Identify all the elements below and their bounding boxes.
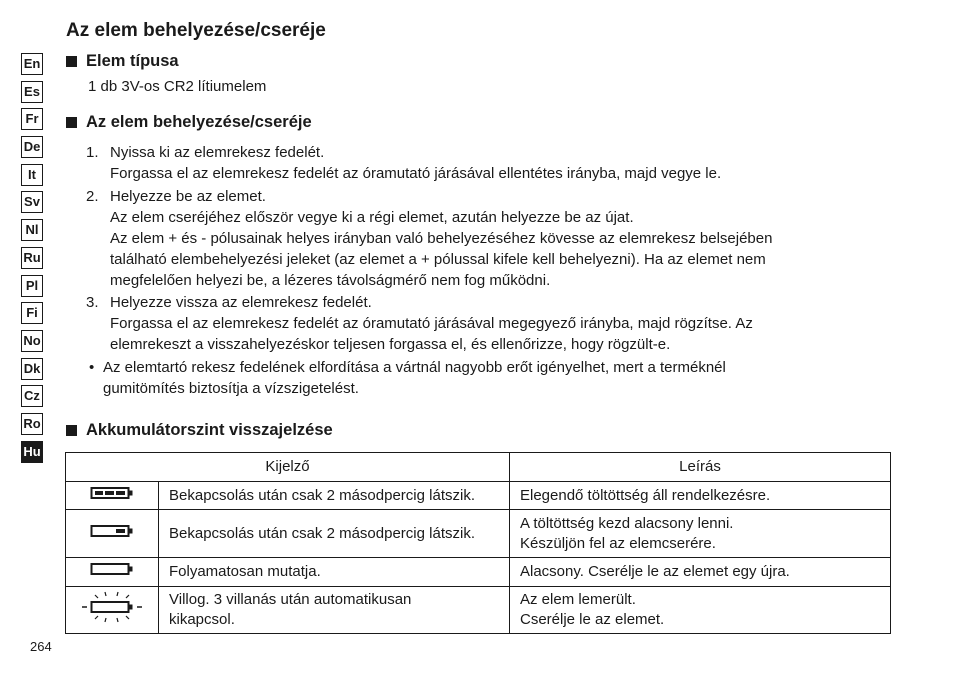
lang-tab-sv[interactable]: Sv [21, 191, 43, 213]
step-number: 2. [86, 188, 99, 205]
step-2-line: Az elem + és - pólusainak helyes irányban való behelyezéséhez kövesse az elemrekesz belsejében [110, 230, 773, 247]
description-line: A töltöttség kezd alacsony lenni. [520, 514, 734, 532]
table-cell-description [510, 510, 891, 558]
table-cell-description: Alacsony. Cserélje le az elemet egy újra. [510, 558, 891, 587]
description-line: Cserélje le az elemet. [520, 611, 665, 628]
step-3-line: elemrekeszt a visszahelyezéskor teljesen forgassa el, és ellenőrizze, hogy rögzült-e. [110, 336, 671, 353]
table-header-description: Leírás [510, 453, 891, 482]
display-line: kikapcsol. [169, 611, 235, 628]
section-heading-text: Akkumulátorszint visszajelzése [86, 421, 333, 439]
step-number: 1. [86, 144, 99, 161]
battery-type-text: 1 db 3V-os CR2 lítiumelem [88, 78, 267, 95]
lang-tab-de[interactable]: De [21, 136, 43, 158]
battery-full-icon [66, 482, 159, 510]
note-line: gumitömítés biztosítja a vízszigetelést. [103, 380, 359, 397]
lang-tab-ru[interactable]: Ru [21, 247, 43, 269]
description-line: Készüljön fel az elemcserére. [520, 534, 716, 552]
display-line: Villog. 3 villanás után automatikusan [169, 591, 412, 608]
step-2-line: megfelelően helyezi be, a lézeres távolságmérő nem fog működni. [110, 272, 551, 289]
step-3-title: Helyezze vissza az elemrekesz fedelét. [110, 294, 372, 311]
table-cell-description [510, 587, 891, 634]
table-header-row [66, 453, 891, 482]
lang-tab-cz[interactable]: Cz [21, 385, 43, 407]
section-heading-text: Az elem behelyezése/cseréje [86, 113, 312, 131]
table-cell-display: Bekapcsolás után csak 2 másodpercig látszik. [159, 482, 510, 510]
square-bullet-icon [66, 56, 77, 67]
lang-tab-es[interactable]: Es [21, 81, 43, 103]
table-cell-display [159, 587, 510, 634]
bullet-dot-icon: • [89, 359, 95, 376]
lang-tab-dk[interactable]: Dk [21, 358, 43, 380]
step-1-line: Forgassa el az elemrekesz fedelét az óramutató járásával ellentétes irányba, majd vegye le. [110, 165, 722, 182]
language-tabs [21, 53, 45, 468]
table-cell-display: Bekapcsolás után csak 2 másodpercig látszik. [159, 510, 510, 558]
page-title: Az elem behelyezése/cseréje [66, 20, 326, 41]
description-line: Az elem lemerült. [520, 591, 636, 608]
step-1-title: Nyissa ki az elemrekesz fedelét. [110, 144, 325, 161]
table-cell-description: Elegendő töltöttség áll rendelkezésre. [510, 482, 891, 510]
table-header-display: Kijelző [66, 453, 510, 482]
lang-tab-pl[interactable]: Pl [21, 275, 43, 297]
section-heading-battery-type [66, 52, 179, 71]
table-row [66, 482, 891, 510]
section-heading-battery-level [66, 421, 333, 440]
square-bullet-icon [66, 425, 77, 436]
lang-tab-fi[interactable]: Fi [21, 302, 43, 324]
lang-tab-ro[interactable]: Ro [21, 413, 43, 435]
step-number: 3. [86, 294, 99, 311]
table-row [66, 587, 891, 634]
battery-empty-icon [66, 558, 159, 587]
page-number: 264 [30, 639, 52, 654]
battery-blinking-icon [66, 587, 159, 634]
square-bullet-icon [66, 117, 77, 128]
battery-half-icon [66, 510, 159, 558]
table-row [66, 558, 891, 587]
step-2-line: Az elem cseréjéhez először vegye ki a régi elemet, azután helyezze be az újat. [110, 209, 634, 226]
section-heading-insert-replace [66, 113, 312, 132]
lang-tab-nl[interactable]: Nl [21, 219, 43, 241]
step-3-line: Forgassa el az elemrekesz fedelét az óramutató járásával megegyező irányba, majd rögzítse. Az [110, 315, 753, 332]
step-2-title: Helyezze be az elemet. [110, 188, 266, 205]
lang-tab-en[interactable]: En [21, 53, 43, 75]
battery-level-table [65, 452, 891, 634]
lang-tab-fr[interactable]: Fr [21, 108, 43, 130]
step-2-line: található elembehelyezési jeleket (az elemet a + pólussal kifele kell behelyezni). Ha az elemet nem [110, 251, 766, 268]
table-row [66, 510, 891, 558]
lang-tab-it[interactable]: It [21, 164, 43, 186]
section-heading-text: Elem típusa [86, 52, 179, 70]
lang-tab-no[interactable]: No [21, 330, 43, 352]
table-cell-display: Folyamatosan mutatja. [159, 558, 510, 587]
lang-tab-hu[interactable]: Hu [21, 441, 43, 463]
note-line: Az elemtartó rekesz fedelének elfordítása a vártnál nagyobb erőt igényelhet, mert a terméknél [103, 359, 726, 376]
